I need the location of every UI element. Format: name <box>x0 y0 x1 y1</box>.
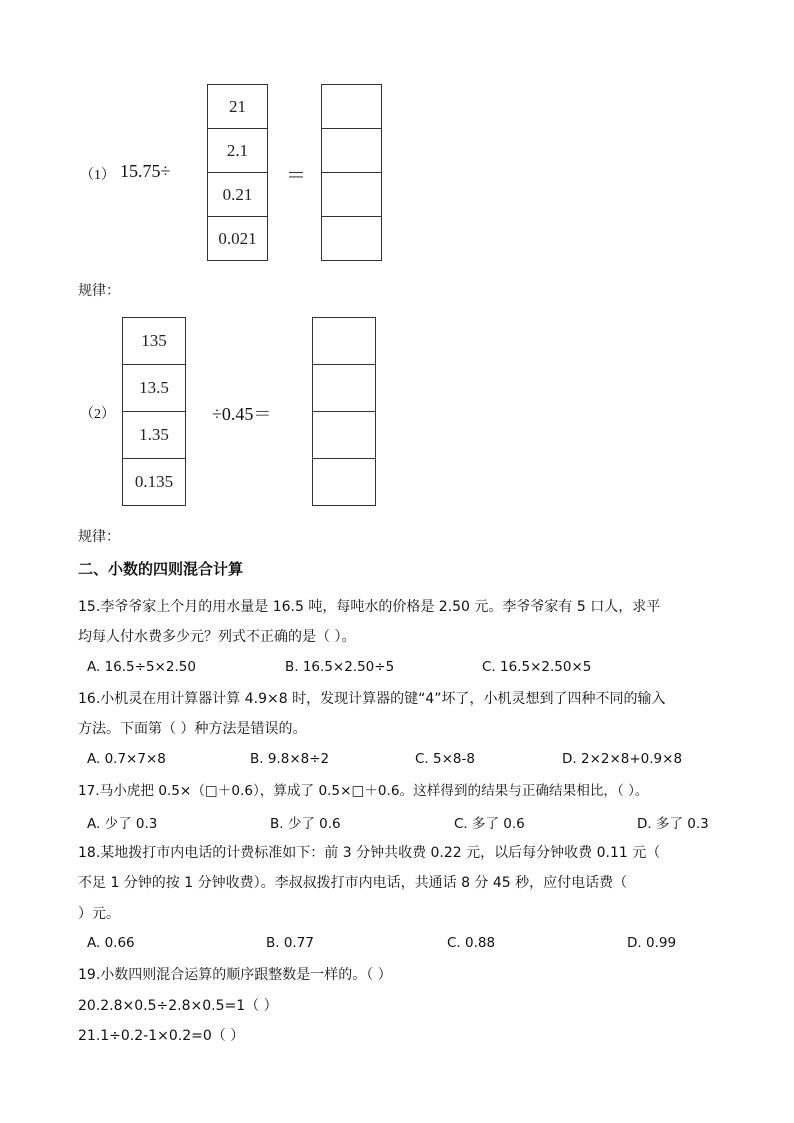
question-21: 21.1÷0.2-1×0.2=0（ ） <box>78 1028 245 1044</box>
answer-cell[interactable] <box>322 85 381 129</box>
problem-1-equals: ＝ <box>286 165 306 187</box>
question-18-option-a[interactable]: A. 0.66 <box>87 935 135 951</box>
question-18-line-1: 18.某地拨打市内电话的计费标准如下：前 3 分钟共收费 0.22 元，以后每分钟收费 0.11 元（ <box>78 845 661 861</box>
question-18-line-2: 不足 1 分钟的按 1 分钟收费）。李叔叔拨打市内电话，共通话 8 分 45 秒，应付电话费（ <box>78 875 628 891</box>
problem-2-answer-stack <box>312 317 376 506</box>
answer-cell[interactable] <box>322 173 381 217</box>
question-16-option-b[interactable]: B. 9.8×8÷2 <box>250 751 330 767</box>
question-17-line-1: 17.马小虎把 0.5×（□＋0.6），算成了 0.5×□＋0.6。这样得到的结果与正确结果相比，（ ）。 <box>78 783 649 799</box>
problem-1-expression: 15.75÷ <box>120 161 171 181</box>
answer-cell[interactable] <box>322 129 381 173</box>
answer-cell[interactable] <box>313 459 375 505</box>
problem-2-rule-label: 规律： <box>78 529 120 545</box>
question-16-option-d[interactable]: D. 2×2×8+0.9×8 <box>562 751 683 767</box>
problem-1-divisor-stack <box>207 84 268 261</box>
answer-cell[interactable] <box>322 217 381 260</box>
question-17-option-d[interactable]: D. 多了 0.3 <box>637 816 709 832</box>
divisor-cell: 0.021 <box>218 228 257 248</box>
divisor-cell: 2.1 <box>208 129 267 173</box>
dividend-cell: 13.5 <box>123 365 185 412</box>
question-15-option-b[interactable]: B. 16.5×2.50÷5 <box>285 659 395 675</box>
question-17-option-b[interactable]: B. 少了 0.6 <box>270 816 341 832</box>
question-19: 19.小数四则混合运算的顺序跟整数是一样的。（ ） <box>78 967 392 983</box>
question-16-option-c[interactable]: C. 5×8-8 <box>415 751 475 767</box>
answer-cell[interactable] <box>313 318 375 365</box>
dividend-cell: 0.135 <box>134 472 174 491</box>
question-16-line-1: 16.小机灵在用计算器计算 4.9×8 时，发现计算器的键“4”坏了，小机灵想到了四种不同的输入 <box>78 691 666 707</box>
problem-2-dividend-stack <box>122 317 186 506</box>
answer-cell[interactable] <box>313 412 375 459</box>
answer-cell[interactable] <box>313 365 375 412</box>
section-title: 二、小数的四则混合计算 <box>78 560 244 578</box>
question-17-option-a[interactable]: A. 少了 0.3 <box>87 816 158 832</box>
question-18-option-d[interactable]: D. 0.99 <box>627 935 677 951</box>
question-20: 20.2.8×0.5÷2.8×0.5=1（ ） <box>78 998 278 1014</box>
problem-1-answer-stack <box>321 84 382 261</box>
question-15-option-c[interactable]: C. 16.5×2.50×5 <box>482 659 592 675</box>
divisor-cell: 0.21 <box>208 173 267 217</box>
question-15-line-2: 均每人付水费多少元？列式不正确的是（ ）。 <box>78 629 356 645</box>
question-16-option-a[interactable]: A. 0.7×7×8 <box>87 751 166 767</box>
problem-2-expression: ÷0.45＝ <box>212 404 272 424</box>
question-18-line-3: ）元。 <box>78 906 120 922</box>
divisor-cell: 21 <box>208 85 267 129</box>
question-18-option-c[interactable]: C. 0.88 <box>447 935 496 951</box>
question-17-option-c[interactable]: C. 多了 0.6 <box>454 816 525 832</box>
dividend-cell: 135 <box>123 318 185 365</box>
dividend-cell: 1.35 <box>123 412 185 459</box>
problem-1-label: （1） <box>80 168 115 183</box>
problem-2-label: （2） <box>80 407 115 422</box>
question-16-line-2: 方法。下面第（ ）种方法是错误的。 <box>78 721 307 737</box>
question-18-option-b[interactable]: B. 0.77 <box>266 935 314 951</box>
problem-1-rule-label: 规律： <box>78 283 120 299</box>
question-15-option-a[interactable]: A. 16.5÷5×2.50 <box>87 659 196 675</box>
question-15-line-1: 15.李爷爷家上个月的用水量是 16.5 吨，每吨水的价格是 2.50 元。李爷爷家有 5 口人，求平 <box>78 599 661 615</box>
